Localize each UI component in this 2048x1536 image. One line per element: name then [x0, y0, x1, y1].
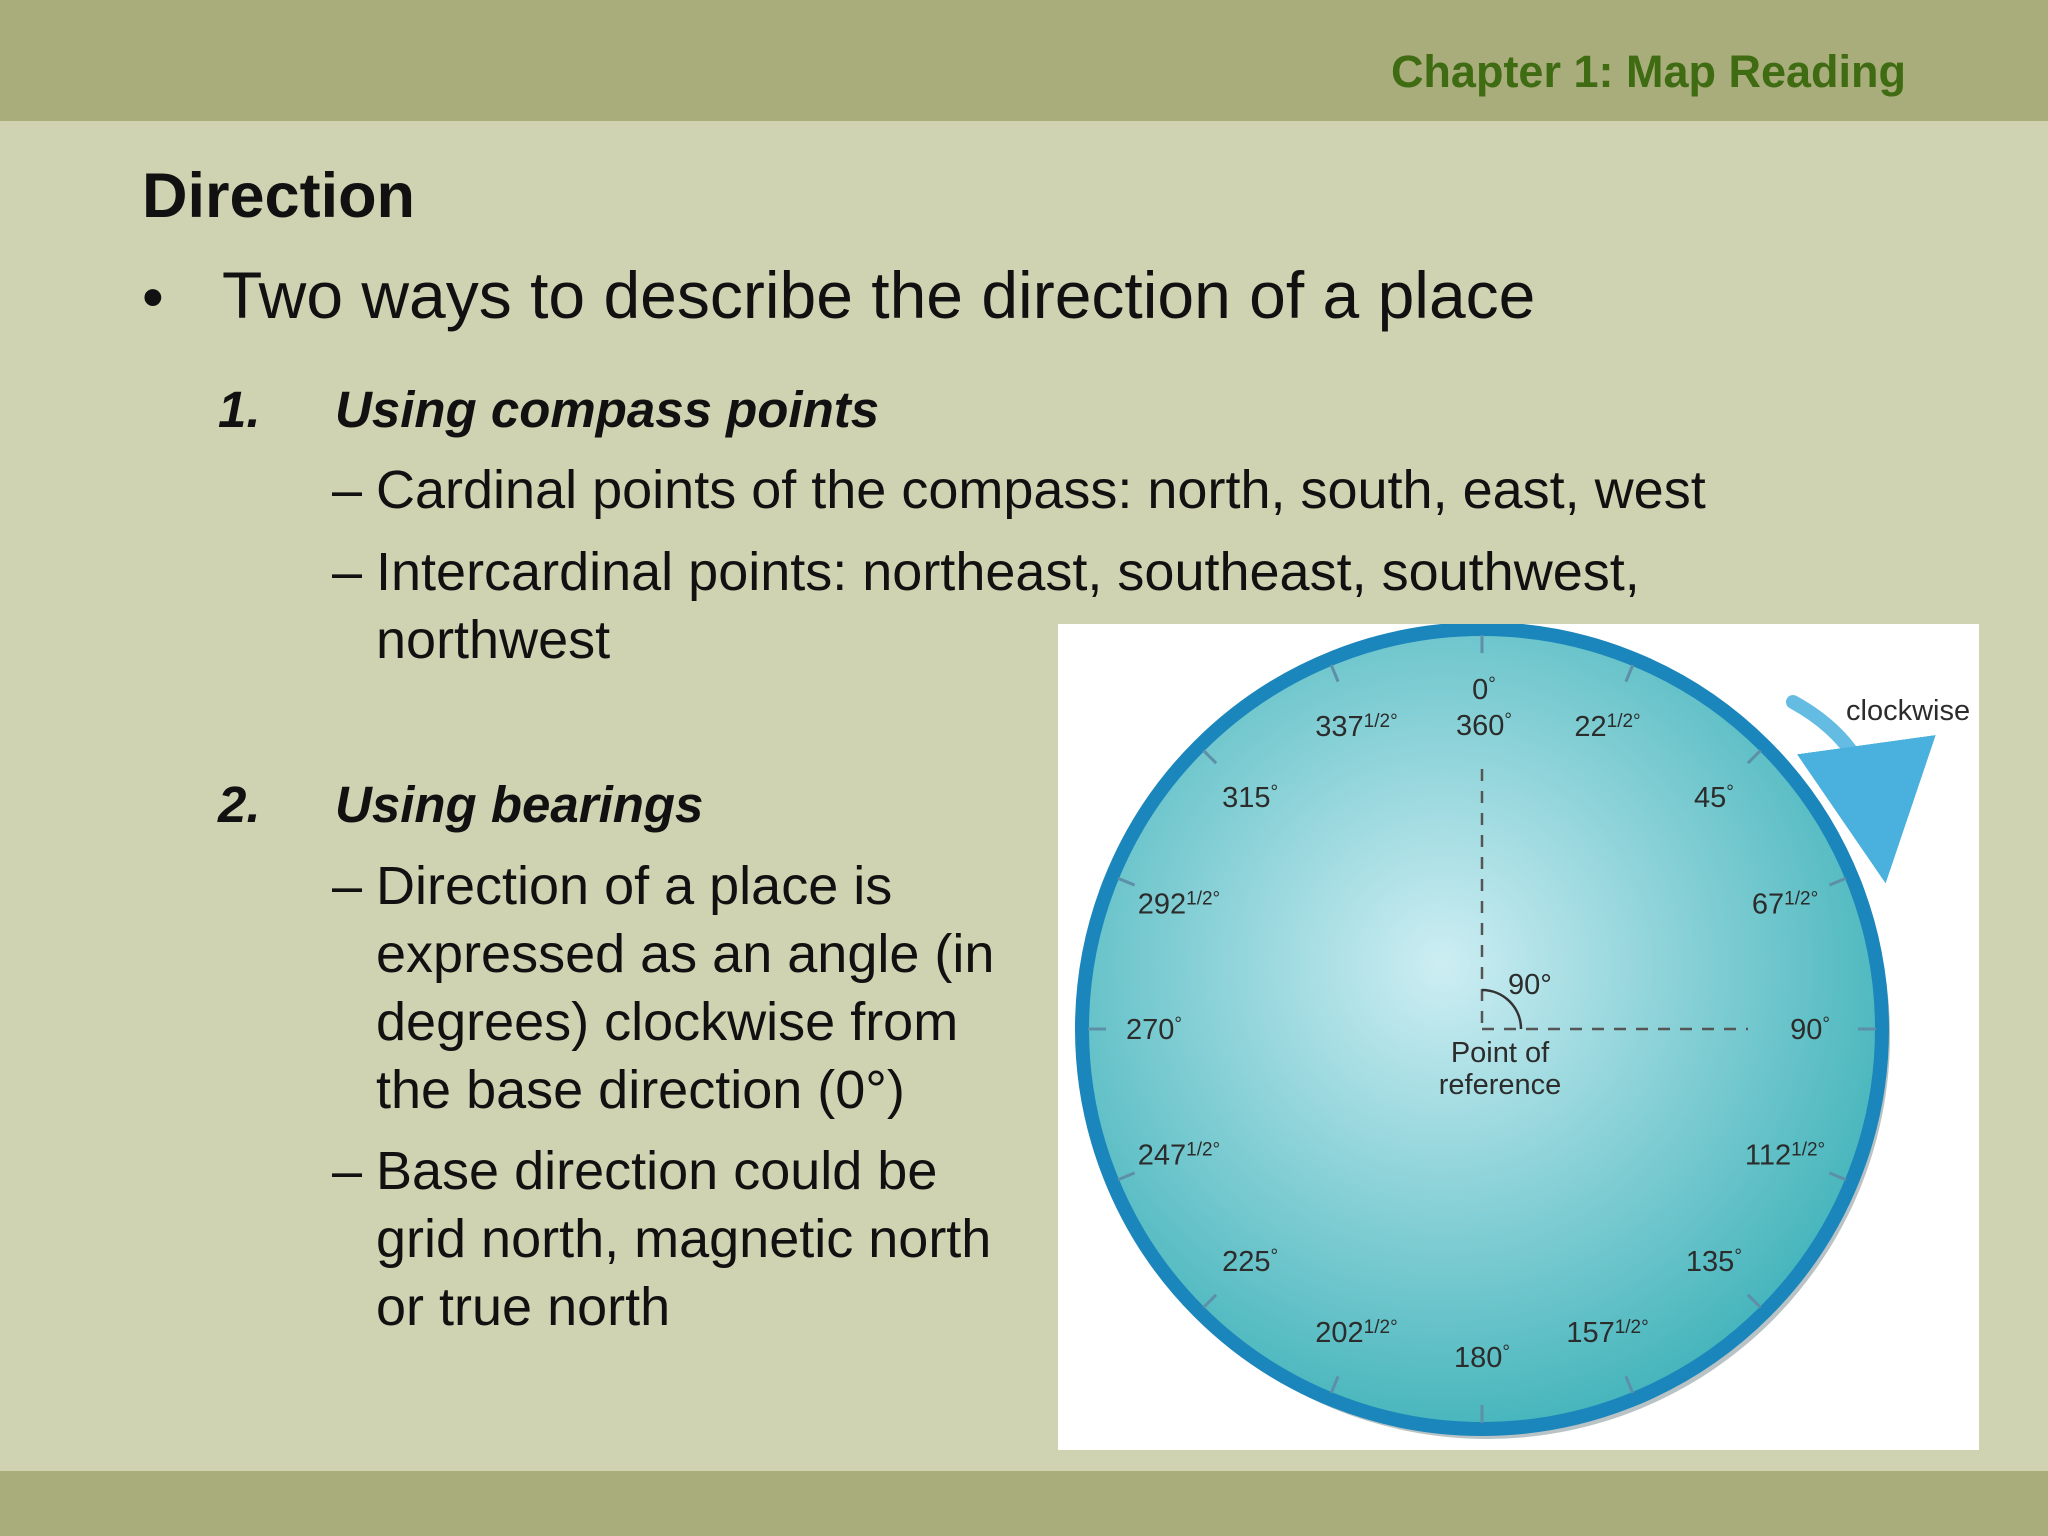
bearing-label-292: $292^{1/2^\circ}$ — [1137, 888, 1221, 921]
bearing-label-270: 270° — [1126, 1014, 1182, 1046]
dash-marker: – — [332, 542, 363, 602]
bearing-label-247: $247^{1/2^\circ}$ — [1137, 1139, 1221, 1172]
main-bullet: Two ways to describe the direction of a place — [222, 258, 1536, 332]
section-2-item-2 — [332, 1137, 991, 1341]
item-line: the base direction (0°) — [376, 1060, 905, 1120]
item-line: grid north, magnetic north — [376, 1209, 992, 1269]
reference-label-line2: reference — [1438, 1069, 1562, 1101]
bearing-label-90: 90° — [1790, 1014, 1830, 1046]
bearing-label-202: $202^{1/2^\circ}$ — [1315, 1317, 1398, 1350]
item-line: or true north — [376, 1277, 671, 1337]
chapter-title: Chapter 1: Map Reading — [1390, 46, 1906, 97]
item-line: Intercardinal points: northeast, southeast, southwest, — [376, 542, 1640, 602]
footer-band — [0, 1471, 2048, 1536]
bearing-label-135: 135° — [1685, 1245, 1742, 1278]
section-2-item-1 — [332, 852, 994, 1124]
bearing-label-112: $112^{1/2^\circ}$ — [1744, 1139, 1826, 1172]
bearing-label-22: $22^{1/2^\circ}$ — [1574, 710, 1641, 743]
item-line: degrees) clockwise from — [376, 992, 959, 1052]
section-1-heading: Using compass points — [335, 381, 880, 438]
bearing-label-180: 180° — [1454, 1342, 1510, 1374]
section-2-number: 2. — [218, 776, 261, 833]
bearing-label-0: 0° — [1472, 674, 1496, 706]
section-1-item-1 — [332, 456, 1706, 524]
bearing-label-337: $337^{1/2^\circ}$ — [1315, 710, 1398, 743]
bearing-circle-svg — [1058, 624, 1979, 1450]
item-line: Direction of a place is — [376, 856, 893, 916]
item-line: northwest — [376, 610, 611, 670]
bearing-label-45: 45° — [1693, 782, 1734, 815]
item-line: Base direction could be — [376, 1141, 938, 1201]
item-line: expressed as an angle (in — [376, 924, 995, 984]
dash-marker: – — [332, 460, 363, 520]
reference-label-line1: Point of — [1450, 1037, 1550, 1069]
dash-marker: – — [332, 856, 363, 916]
bullet-marker: • — [142, 263, 164, 332]
bearing-label-67: $67^{1/2^\circ}$ — [1751, 888, 1819, 921]
bearing-label-315: 315° — [1222, 782, 1279, 815]
bearing-label-225: 225° — [1222, 1245, 1279, 1278]
bearing-label-360: 360° — [1456, 710, 1512, 742]
bearing-label-157: $157^{1/2^\circ}$ — [1566, 1317, 1649, 1350]
center-angle-label: 90° — [1508, 969, 1552, 1001]
clockwise-label: clockwise — [1846, 695, 1971, 727]
section-2-heading: Using bearings — [335, 776, 704, 833]
bearing-diagram — [1058, 624, 1979, 1450]
item-line: Cardinal points of the compass: north, south, east, west — [376, 460, 1706, 520]
slide-title: Direction — [142, 161, 416, 231]
section-1-number: 1. — [218, 381, 261, 438]
dash-marker: – — [332, 1141, 363, 1201]
